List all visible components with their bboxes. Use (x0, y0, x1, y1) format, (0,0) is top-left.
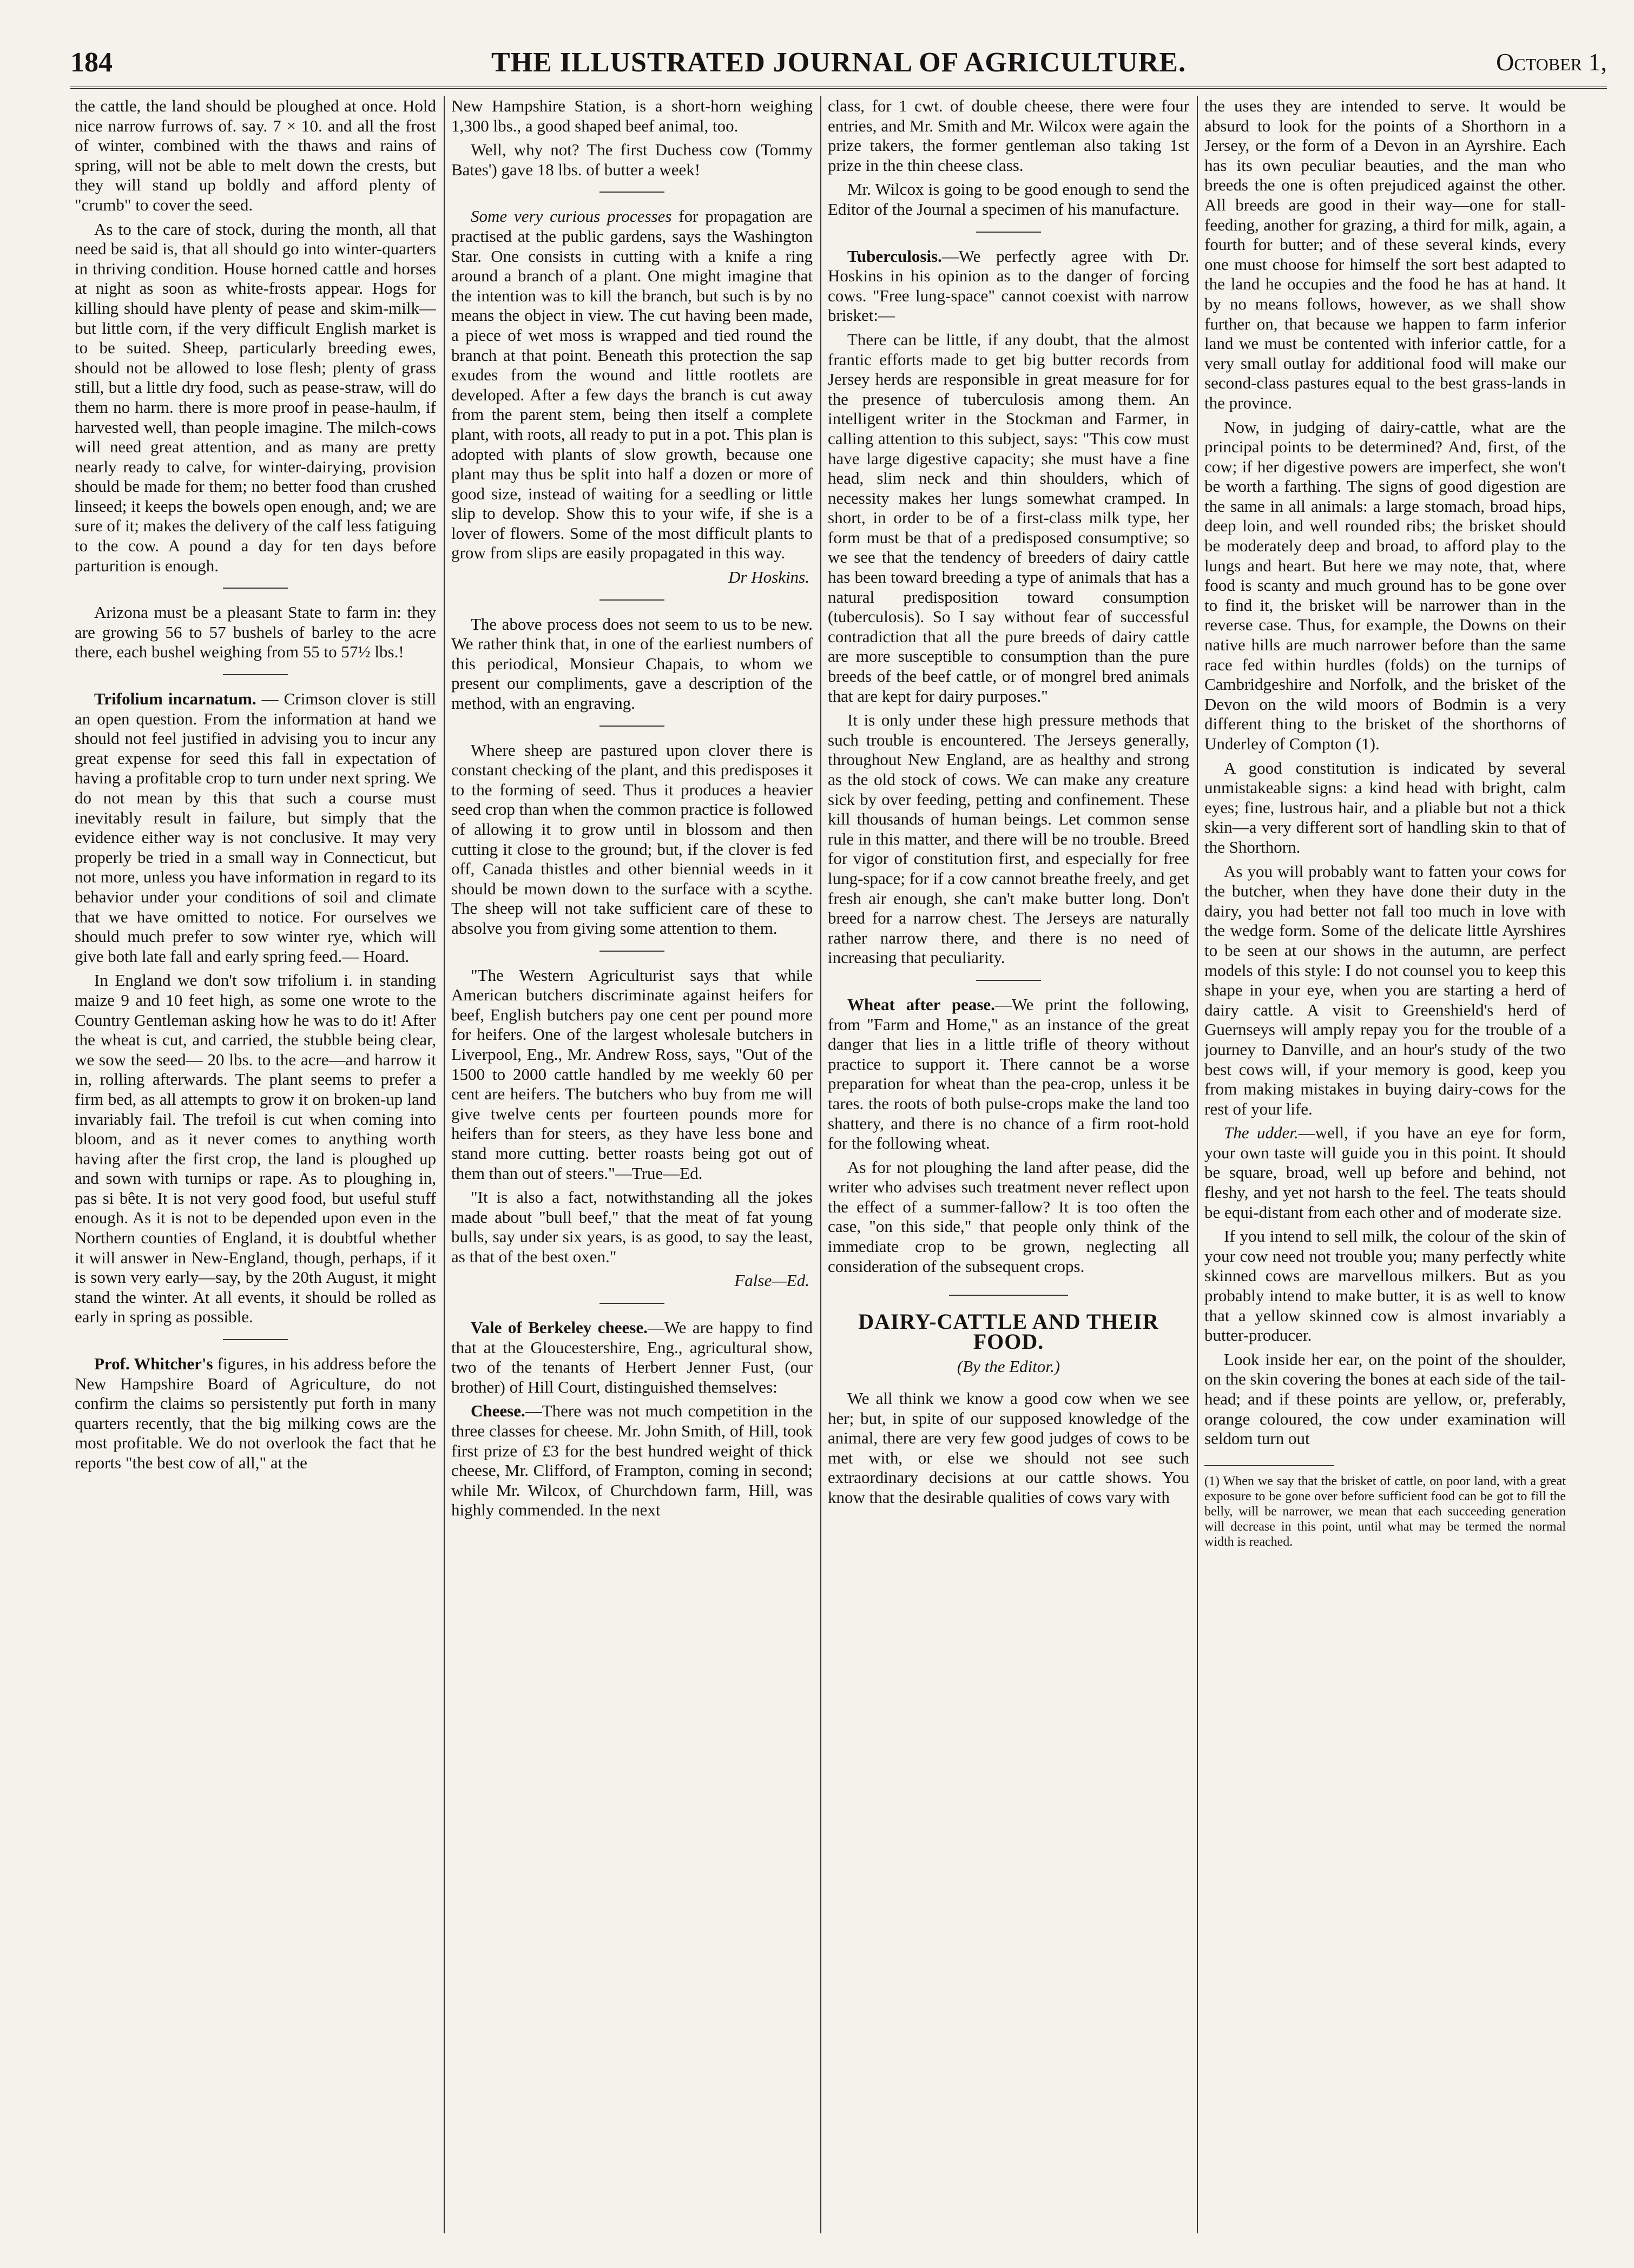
paragraph: the uses they are intended to serve. It would be absurd to look for the points of a Shorthorn in a Jersey, or the form of a Devon in an Ayrshire. Each has its own peculiar beauties, and the man who breeds the one is often prejudiced against the other. All breeds are good in their way—one for stall-feeding, another for grazing, a third for milk, again, a fourth for butter; and of these several kinds, every one must choose for himself the sort best adapted to the land he occupies and the food he has at hand. It by no means follows, however, as we shall show further on, that because we happen to farm inferior land we must be contented with inferior cattle, for a very small outlay for additional food will make our second-class pastures equal to the best grass-lands in the province. (1204, 96, 1566, 412)
separator-rule (976, 232, 1041, 233)
paragraph: class, for 1 cwt. of double cheese, there were four entries, and Mr. Smith and Mr. Wilcox were again the prize takers, the former gentleman also taking 1st prize in the thin cheese class. (828, 96, 1189, 175)
paragraph: Arizona must be a pleasant State to farm in: they are growing 56 to 57 bushels of barley to the acre there, each bushel weighing from 55 to 57½ lbs.! (75, 603, 436, 662)
article-text: figures, in his address before the New Hampshire Board of Agriculture, do not confirm the claims so persistently put forth in many quarters recently, that the big milking cows are the most profitable. We do not overlook the fact that he reports "the best cow of all," at the (75, 1354, 436, 1472)
paragraph: Well, why not? The first Duchess cow (Tommy Bates') gave 18 lbs. of butter a week! (451, 140, 813, 179)
article-text: —We perfectly agree with Dr. Hoskins in his opinion as to the danger of forcing cows. "Free lung-space" cannot coexist with narrow brisket:— (828, 246, 1189, 325)
article-cheese (451, 1401, 813, 1520)
separator-rule (223, 674, 288, 675)
article-heading: Trifolium incarnatum. (94, 689, 256, 709)
paragraph: New Hampshire Station, is a short-horn weighing 1,300 lbs., a good shaped beef animal, too. (451, 96, 813, 135)
paragraph: Mr. Wilcox is going to be good enough to send the Editor of the Journal a specimen of his manufacture. (828, 180, 1189, 219)
paragraph: We all think we know a good cow when we see her; but, in spite of our supposed knowledge of the animal, there are very few good judges of cows to be met with, or else we should not see such extraordinary decisions at our cattle shows. You know that the desirable qualities of cows vary with (828, 1389, 1189, 1507)
separator-rule (976, 980, 1041, 981)
article-heading: Wheat after pease. (847, 994, 995, 1014)
signature: Dr Hoskins. (728, 568, 809, 587)
article-heading: The udder. (1224, 1123, 1299, 1143)
paragraph: It is only under these high pressure methods that such trouble is encountered. The Jerseys generally, throughout New England, are as healthy and strong as the old stock of cows. We can make any creature sick by over feeding, petting and confinement. These kill thousands of human beings. Let common sense rule in this matter, and there will be no trouble. Breed for vigor of constitution first, and especially for free lung-space; for if a cow cannot breathe freely, and get fresh air enough, she can't make butter long. Don't breed for a narrow chest. The Jerseys are naturally rather narrow there, and there is no need of increasing that peculiarity. (828, 710, 1189, 967)
separator-rule (599, 726, 664, 727)
article-heading: Cheese. (471, 1401, 525, 1421)
section-title: DAIRY-CATTLE AND THEIR FOOD. (858, 1309, 1159, 1354)
paragraph: As for not ploughing the land after pease, did the writer who advises such treatment never reflect upon the effect of a summer-fallow? It is too often the case, "on this side," that people only think of the immediate crop to be grown, neglecting all consideration of the subsequent crops. (828, 1157, 1189, 1276)
article-wheat (828, 995, 1189, 1153)
paragraph: As you will probably want to fatten your cows for the butcher, when they have done their duty in the dairy, you had better not fall too much in love with the wedge form. Some of the delicate little Ayrshires to be seen at our shows in the autumn, are perfect models of this style: I do not counsel you to keep this shape in your eye, when you are starting a herd of dairy cattle. A visit to Greenshield's herd of Guernseys will amply repay you for the trouble of a journey to Danville, and an hour's study of the two best cows will, if your memory is good, keep you from making mistakes in buying dairy-cows for the rest of your life. (1204, 861, 1566, 1118)
column-rule (820, 96, 821, 2233)
paragraph: As to the care of stock, during the month, all that need be said is, that all should go into winter-quarters in thriving condition. House horned cattle and horses at night as soon as white-frosts appear. Hogs for killing should have plenty of pease and skim-milk—but little corn, if the very difficult English market is to be suited. Sheep, particularly breeding ewes, should not be allowed to lose flesh; plenty of grass still, but a little dry food, such as pease-straw, will do them no harm. there is more proof in pease-haulm, if harvested well, than people imagine. The milch-cows will need great attention, and as many are pretty nearly ready to calve, for winter-dairying, provision should be made for them; no better food than crushed linseed; it keeps the bowels open enough, and; we are sure of it; makes the delivery of the calf less fatiguing to the cow. A pound a day for ten days before parturition is enough. (75, 219, 436, 575)
footnote: (1) When we say that the brisket of cattle, on poor land, with a great exposure to be gone over before sufficient food can be got to fill the belly, will be narrower, we mean that each succeeding generation will decrease in this point, until what may be termed the normal width is reached. (1204, 1474, 1566, 1549)
page-header (70, 47, 1607, 87)
section-byline: (By the Editor.) (957, 1357, 1060, 1376)
column-3 (828, 96, 1189, 2233)
separator-rule (223, 1339, 288, 1340)
column-4 (1204, 96, 1566, 2233)
paragraph: If you intend to sell milk, the colour of the skin of your cow need not trouble you; many perfectly white skinned cows are marvellous milkers. But as you probably intend to make butter, it is as well to know that a yellow skinned cow is almost invariably a butter-producer. (1204, 1227, 1566, 1345)
article-heading: Tuberculosis. (847, 246, 942, 266)
article-heading: Some very curious processes (471, 207, 672, 226)
journal-title: THE ILLUSTRATED JOURNAL OF AGRICULTURE. (491, 47, 1186, 78)
paragraph: A good constitution is indicated by several unmistakeable signs: a kind head with bright, calm eyes; fine, lustrous hair, and a pliable but not a thick skin—a very different sort of handling skin to that of the Shorthorn. (1204, 758, 1566, 856)
article-text: —well, if you have an eye for form, your own taste will guide you in this point. It should be square, broad, well up before and behind, not fleshy, and yet not harsh to the feel. The teats should be equi-distant from each other and of moderate size. (1204, 1123, 1566, 1222)
signature: False—Ed. (734, 1271, 809, 1290)
section-separator (949, 1295, 1068, 1296)
header-rule (70, 87, 1607, 89)
paragraph: In England we don't sow trifolium i. in standing maize 9 and 10 feet high, as some one wrote to the Country Gentleman asking how he was to do it! After the wheat is cut, and carried, the stubble being clear, we sow the seed— 20 lbs. to the acre—and harrow it in, rolling afterwards. The plant seems to prefer a firm bed, as all attempts to grow it on broken-up land invariably fail. The trefoil is cut when coming into bloom, and as it never comes to anything worth having after the first crop, the land is ploughed up and sown with turnips or rape. As to ploughing in, pas si bête. It is not very good food, but useful stuff enough. As it is not to be depended upon even in the Northern counties of England, it is doubtful whether it will answer in New-England, though, perhaps, if it is sown very early—say, by the 20th August, it might stand the winter. At all events, it should be rolled as early in spring as possible. (75, 971, 436, 1327)
paragraph: the cattle, the land should be ploughed at once. Hold nice narrow furrows of. say. 7 × 10. and all the frost of winter, combined with the thaws and rains of spring, will not be able to melt down the crests, but they will stand up boldly and afford plenty of "crumb" to cover the seed. (75, 96, 436, 214)
article-tuberculosis (828, 247, 1189, 326)
article-whitcher (75, 1354, 436, 1473)
separator-rule (599, 192, 664, 193)
paragraph: Where sheep are pastured upon clover there is constant checking of the plant, and this predisposes it to the forming of seed. Thus it produces a heavier seed crop than when the common practice is followed of allowing it to grow until in blossom and then cutting it close to the ground; but, if the clover is fed off, Canada thistles and other biennial weeds in it should be mown down to the surface with a scythe. The sheep will not take sufficient care of these to absolve you from giving some attention to them. (451, 740, 813, 938)
paragraph: "The Western Agriculturist says that while American butchers discriminate against heifers for beef, English butchers pay one cent per pound more for heifers. One of the largest wholesale butchers in Liverpool, Eng., Mr. Andrew Ross, says, "Out of the 1500 to 2000 cattle handled by me weekly 60 per cent are heifers. The butchers who buy from me will give twelve cents per fourteen pounds more for heifers than for steers, as they have less bone and stand more cutting. better roasts being got out of them than out of steers."—True—Ed. (451, 965, 813, 1183)
article-berkeley (451, 1318, 813, 1397)
article-text: —We print the following, from "Farm and Home," as an instance of the great danger that lies in a little trifle of theory without practice to support it. There cannot be a worse preparation for wheat than the pea-crop, unless it be tares. the roots of both pulse-crops make the land too shattery, and there is no chance of a firm root-hold for the following wheat. (828, 994, 1189, 1153)
paragraph: There can be little, if any doubt, that the almost frantic efforts made to get big butter records from Jersey herds are responsible in great measure for for the presence of tuberculosis among them. An intelligent writer in the Stockman and Farmer, in calling attention to this subject, says: "This cow must have large digestive capacity; she must have a fine head, slim neck and thin shoulders, which of necessity makes her lungs somewhat cramped. In short, in order to be of a first-class milk type, her form must be that of a predisposed consumptive; so we see that the tendency of breeders of dairy cattle has been toward breeding a type of animals that has a natural predisposition toward consumption (tuberculosis). So I say without fear of successful contradiction that all the pure breeds of dairy cattle are more susceptible to consumption than the pure breeds of the beef cattle, or of mongrel bred animals that are kept for dairy purposes." (828, 329, 1189, 706)
paragraph: Look inside her ear, on the point of the shoulder, on the skin covering the bones at each side of the tail-head; and if these points are yellow, or, preferably, orange coloured, the cow under examination will seldom turn out (1204, 1349, 1566, 1448)
article-text: —There was not much competition in the three classes for cheese. Mr. John Smith, of Hill, took first prize of £3 for the best hundred weight of thick cheese, Mr. Clifford, of Frampton, coming in second; while Mr. Wilcox, of Churchdown farm, Hill, was highly commended. In the next (451, 1401, 813, 1520)
article-text: — Crimson clover is still an open question. From the information at hand we should not feel justified in advising you to incur any great expense for seed this fall in expectation of having a profitable crop to turn under next spring. We do not mean by this that such a course must inevitably result in failure, but simply that the evidence either way is not conclusive. It may very properly be tried in a small way in Connecticut, but not more, unless you have information in regard to its behavior under your conditions of soil and climate that we have omitted to notice. For ourselves we should much prefer to sow winter rye, which will give both late fall and early spring feed.— Hoard. (75, 689, 436, 966)
column-rule (1197, 96, 1198, 2233)
article-heading: Prof. Whitcher's (94, 1354, 213, 1374)
separator-rule (599, 599, 664, 601)
column-rule (444, 96, 445, 2233)
column-1 (75, 96, 436, 2233)
paragraph: Now, in judging of dairy-cattle, what are the principal points to be determined? And, first, of the cow; if her digestive powers are imperfect, she won't be worth a farthing. The signs of good digestion are the same in all animals: a large stomach, broad hips, deep loin, and well rounded ribs; the brisket should be moderately deep and broad, to afford play to the lungs and heart. But here we may note, that, where food is scanty and much ground has to be gone over to find it, the brisket will be narrower than in the reverse case. Thus, for example, the Downs on their native hills are much narrower before than the same race fed within hurdles (folds) on the turnips of Cambridgeshire and Norfolk, and the brisket of the Devon on the wild moors of Bodmin is a very different thing to the brisket of the shorthorns of Underley of Compton (1). (1204, 417, 1566, 753)
article-heading: Vale of Berkeley cheese. (471, 1318, 648, 1337)
separator-rule (599, 951, 664, 952)
footnote-rule (1204, 1465, 1334, 1466)
article-propagation (451, 207, 813, 563)
article-text: —We are happy to find that at the Gloucestershire, Eng., agricultural show, two of the tenants of Herbert Jenner Fust, (our brother) of Hill Court, distinguished themselves: (451, 1318, 813, 1396)
article-text: for propagation are practised at the public gardens, says the Washington Star. One consists in cutting with a knife a ring around a branch of a plant. One might imagine that the intention was to kill the branch, but such is by no means the object in view. The cut having been made, a piece of wet moss is wrapped and tied round the branch at that point. Beneath this protection the sap exudes from the wound and little rootlets are developed. After a few days the branch is cut away from the parent stem, being then itself a complete plant, with roots, all ready to put in a pot. This plan is adopted with plants of slow growth, because one plant may thus be split into half a dozen or more of good size, instead of waiting for a seedling or little slip to develop. Show this to your wife, if she is a lover of flowers. Some of the most difficult plants to grow from slips are easily propagated in this way. (451, 207, 813, 563)
paragraph: The above process does not seem to us to be new. We rather think that, in one of the earliest numbers of this periodical, Monsieur Chapais, to whom we present our compliments, gave a description of the method, with an engraving. (451, 614, 813, 713)
paragraph: "It is also a fact, notwithstanding all the jokes made about "bull beef," that the meat of fat young bulls, say under six years, is as good, to say the least, as that of the best oxen." (451, 1188, 813, 1266)
issue-date: October 1, (1496, 48, 1607, 76)
article-trifolium (75, 689, 436, 966)
page-number: 184 (70, 47, 113, 78)
column-2 (451, 96, 813, 2233)
article-udder (1204, 1123, 1566, 1222)
separator-rule (599, 1303, 664, 1304)
separator-rule (223, 588, 288, 589)
